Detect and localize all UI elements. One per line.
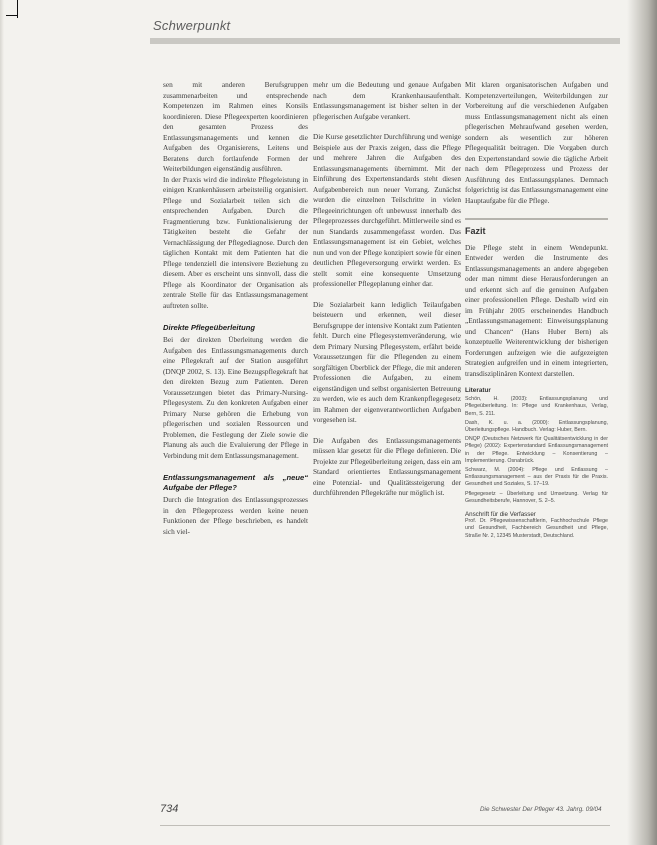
paragraph: sen mit anderen Berufsgruppen zusammenarbeiten und entsprechende Kompetenzen im Rahmen eines Konsils koordinieren. Diese Pflegeexperten koordinieren den gesamten Prozess des Entlassungsmanagements und kennen die Aufgaben des Organisierens, Leitens und Beratens durch fortlaufende Formen der Weiterbildungen eigenständig ausführen. <box>163 80 308 173</box>
paragraph: mehr um die Bedeutung und genaue Aufgaben nach dem Krankenhausaufenthalt. Entlassungsmanagement ist bisher selten in der pflegerischen Aufgabe verankert. <box>313 80 461 121</box>
journal-footer: Die Schwester Der Pfleger 43. Jahrg. 09/04 <box>480 806 602 813</box>
subheading-direct-transition: Direkte Pflegeüberleitung <box>163 323 255 332</box>
paragraph: Bei der direkten Überleitung werden die Aufgaben des Entlassungsmanagements durch eine Pflegekraft auf der Station ausgeführt (DNQP 2002, S. 13). Eine Bezugspflegekraft hat den direkten Bezug zum Patienten. Deren Voraussetzungen bietet das Primary-Nursing-Pflegesystem. Zu den konkreten Aufgaben einer Primary Nurse gehören die Erhebung von pflegerischen und sozialen Ressourcen und Problemen, die Festlegung der Ziele sowie die Planung als auch die Evaluierung der Pflege in Verbindung mit dem Entlassungsmanagement. <box>163 335 308 460</box>
text-column-1 <box>163 80 308 537</box>
literature-entry: Pflegegesetz – Überleitung und Umsetzung. Verlag für Gesundheitsberufe, Hannover, S. 2–5. <box>465 490 608 504</box>
literature-entry: DNQP (Deutsches Netzwerk für Qualitätsentwicklung in der Pflege) (2002): Expertenstandard Entlassungsmanagement in der Pflege. Entwicklung – Konsentierung – Implementierung. Osnabrück. <box>465 436 608 464</box>
paragraph: Durch die Integration des Entlassungsprozesses in den Pflegeprozess werden keine neuen Funktionen der Pflege beschrieben, es handelt sich viel- <box>163 495 308 536</box>
fazit-heading: Fazit <box>465 226 486 236</box>
literature-entry: Dash, K. u. a. (2000): Entlassungsplanung, Überleitungspflege. Handbuch. Verlag: Huber, Bern. <box>465 419 608 434</box>
fazit-paragraph: Die Pflege steht in einem Wendepunkt. Entweder werden die Instrumente des Entlassungsmanagements an andere abgegeben oder man nimmt diese Herausforderungen an und erkennt sich auf die genuinen Aufgaben einer professionellen Pflege. Deshalb wird ein im Frühjahr 2005 erscheinendes Handbuch „Entlassungsmanagement: Einweisungsplanung und Chancen“ (Hans Huber Bern) als konzeptuelle Weiterentwicklung der bisherigen Forderungen aufzeigen wie die aufgezeigten Strategien aufgreifen und in einem integrierten, transdisziplinären Kontext darstellen. <box>465 242 608 378</box>
fazit-section <box>465 218 608 379</box>
footer-rule <box>160 825 610 826</box>
page-number: 734 <box>160 803 179 815</box>
literature-entry: Schön, H. (2003): Entlassungsplanung und Pflegeüberleitung. In: Pflege und Krankenhaus, Verlag, Bern, S. 211. <box>465 396 608 417</box>
page-binding-shadow <box>627 0 657 845</box>
author-address-heading: Anschrift für die Verfasser <box>465 511 536 519</box>
section-title: Schwerpunkt <box>153 18 231 33</box>
subheading-new-task: Entlassungsmanagement als „neue“ Aufgabe der Pflege? <box>163 473 308 492</box>
literature-section <box>465 387 608 540</box>
author-address: Prof. Dr. Pflegewissenschaftlerin, Fachhochschule Pflege und Gesundheit, Fachbereich Gesundheit und Pflege, Straße Nr. 2, 12345 Musterstadt, Deutschland. <box>465 518 608 539</box>
literature-heading: Literatur <box>465 387 491 394</box>
literature-entry: Schwarz, M. (2004): Pflege und Entlassung – Entlassungsmanagement – aus der Praxis für die Praxis. Gesundheit und Soziales, S. 17–19. <box>465 467 608 488</box>
header-rule <box>150 38 620 44</box>
crop-mark-horizontal <box>6 15 18 16</box>
paragraph: Die Aufgaben des Entlassungsmanagements müssen klar gesetzt für die Pflege definieren. Die Projekte zur Pflegeüberleitung zeigen, dass ein am Standard orientiertes Entlassungsmanagement eine Potenzial- und Qualitätssteigerung der durchführenden Pflegekräfte nur möglich ist. <box>313 435 461 497</box>
text-column-2 <box>313 80 461 499</box>
paragraph: Die Kurse gesetzlichter Durchführung und wenige Beispiele aus der Praxis zeigen, dass die Pflege und mehrere Jahren die Aufgaben des Entlassungsmanagements übernimmt. Mit der Einführung des Expertenstandards steht diesen Aufgabenbereich nun neuer Vorrang. Zunächst wurden die einzelnen Teilschritte in vielen Pflegeeinrichtungen oft unbewusst innerhalb des Pflegeprozesses durchgeführt. Mittlerweile sind es nun Standards zusammengefasst worden. Das Entlassungsmanagement ist ein Gebiet, welches nun und von der Pflege konzipiert sowie für einen deutlichen Pflegeversorgung erwirkt werden. Es stellt somit eine konsequente Umsetzung professioneller Pflegeplanung einher dar. <box>313 132 461 288</box>
page-left-edge <box>0 0 4 845</box>
paragraph: Mit klaren organisatorischen Aufgaben und Kompetenzverteilungen, Weiterbildungen zur Vorbereitung auf die verschiedenen Aufgaben muss Entlassungsmanagement nicht als einen pflegerischen Mehraufwand gesehen werden, sondern als wesentlich zur höheren Pflegequalität beitragen. Die Vorgaben durch den Expertenstandard sowie die tägliche Arbeit nach dem Pflegeprozess und Prozess der Ausführung des Entlassungsplanes. Demnach folgerichtig ist das Entlassungsmanagement eine Hauptaufgabe für die Pflege. <box>465 80 608 205</box>
paragraph: Die Sozialarbeit kann lediglich Teilaufgaben beisteuern und erkennen, weil dieser Berufsgruppe der intensive Kontakt zum Patienten fehlt. Durch eine Pflegesystemveränderung, wie dem Primary Nursing Pflegesystem, erfährt beide Voraussetzungen für die Pflegenden zu einem sorgfältigen Überblick der Pflege, die mit anderen Professionen die Aufgaben, zu einem eigenständigen und selbst organisierten Betreuung zu werden, wie es auch dem Krankenpflegegesetz im Rahmen der eigenverantwortlichen Aufgaben vorgesehen ist. <box>313 299 461 424</box>
text-column-3 <box>465 80 608 542</box>
paragraph: In der Praxis wird die indirekte Pflegeleistung in einigen Krankenhäusern arbeitsteilig organisiert. Pflege und Sozialarbeit teilen sich die entsprechenden Aufgaben. Durch die Fragmentierung bzw. Funktionalisierung der Tätigkeiten besteht die Gefahr der Vernachlässigung der Pflegediagnose. Durch den täglichen Kontakt mit dem Patienten hat die Pflege tendenziell die intensivere Beziehung zu diesem. Aber es erscheint uns sinnvoll, dass die Pflege als Koordinator der Organisation als zentrale Stelle für das Entlassungsmanagement auftreten sollte. <box>163 174 308 310</box>
